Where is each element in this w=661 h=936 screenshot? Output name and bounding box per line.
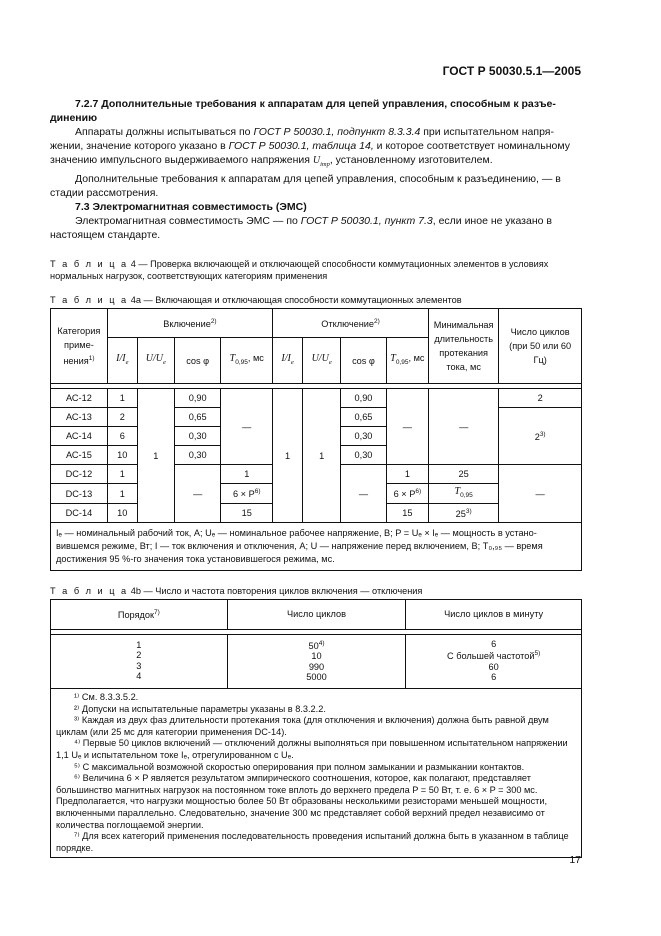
header-make-time: $T_{0,95}$, мс: [221, 338, 273, 384]
cell-cycles-dc: —: [499, 465, 582, 523]
cell-cycles-ac12: 2: [499, 389, 582, 408]
cell-make-time-ac: —: [221, 389, 273, 465]
cell-make-ii: 1: [107, 389, 137, 408]
cell-make-time: 15: [221, 503, 273, 522]
header-make-current-ratio: $I/I_e$: [107, 338, 137, 384]
header-cycle-rate: Число циклов в минуту: [406, 599, 582, 629]
cell-make-time: 1: [221, 465, 273, 484]
header-break-cos: cos φ: [341, 338, 386, 384]
table-4b-caption: Т а б л и ц а 4b — Число и частота повторения циклов включения — отключения: [50, 585, 423, 596]
table-4-caption: Т а б л и ц а 4 — Проверка включающей и отключающей способности коммутационных элементов в условиях нормальных нагрузок, соответствующих категориям применения: [50, 259, 549, 282]
page-number: 17: [569, 854, 581, 866]
footnote: ⁴⁾ Первые 50 циклов включений — отключений должны выполняться при повышенном испытательном напряжении 1,1 Uₑ и испытательном токе Iₑ, отрегулированном с Uₑ.: [56, 738, 568, 760]
cell-make-cos: 0,90: [174, 389, 220, 408]
cell-break-cos: 0,90: [341, 389, 386, 408]
cell-break-cos: 0,30: [341, 427, 386, 446]
footnote: ⁵⁾ С максимальной возможной скоростью оперирования при полном замыкании и размыкании контактов.: [74, 761, 525, 772]
cell-make-ii: 10: [107, 446, 137, 465]
symbol-u: U: [312, 155, 321, 166]
table-4a: [50, 308, 582, 571]
footnote: ⁷⁾ Для всех категорий применения последовательность проведения испытаний должна быть в указанном в таблице порядке.: [56, 831, 569, 853]
cell-make-uu: 1: [137, 389, 174, 523]
reference: ГОСТ Р 50030.1, таблица 14,: [228, 140, 374, 152]
cell-make-cos: 0,65: [174, 408, 220, 427]
cell-break-cos: 0,30: [341, 446, 386, 465]
header-break-current-ratio: $I/I_e$: [273, 338, 303, 384]
cell-min-duration: 25$^{3)}$: [429, 503, 499, 522]
section-7-2-7-paragraph-2: Дополнительные требования к аппаратам для цепей управления, способным к разъединению, — в стадии рассмотрения.: [50, 173, 561, 200]
table-footnotes: [51, 688, 582, 857]
cell-break-ii: 1: [273, 389, 303, 523]
header-category: Категория применения$^{1)}$: [51, 309, 108, 384]
cell-count-list: 50$^{4)}$ 10 990 5000: [227, 634, 406, 688]
cell-make-cos: 0,30: [174, 446, 220, 465]
cell-category: DС-13: [51, 484, 108, 504]
footnote: ⁶⁾ Величина 6 × P является результатом эмпирического соотношения, которое, как полагают, представляет большинство магнитных нагрузок на постоянном токе вплоть до верхнего предела P = 50 Вт, т. е. 6 × P = 300 мс. Предполагается, что нагрузки мощностью более 50 Вт образованы несколькими резисторами меньшей мощности, включенными параллельно. Следовательно, значение 300 мс представляет собой верхний предел независимо от количества поглощаемой энергии.: [56, 773, 548, 830]
document-id: ГОСТ Р 50030.5.1—2005: [442, 64, 581, 78]
page-content: [50, 97, 582, 858]
table-4a-caption: Т а б л и ц а 4а — Включающая и отключающая способности коммутационных элементов: [50, 295, 462, 306]
table-4a-note: Iₑ — номинальный рабочий ток, А; Uₑ — номинальное рабочее напряжение, В; P = Uₑ × Iₑ — мощность в установившемся режиме, Вт; I — ток включения и отключения, А; U — напряжение перед включением, В; T₀,₉₅ — время достижения 95 %-го значения тока установившегося режима, мс.: [51, 522, 582, 570]
cell-category: АС-12: [51, 389, 108, 408]
footnote: ²⁾ Допуски на испытательные параметры указаны в 8.3.2.2.: [74, 703, 326, 714]
cell-make-cos: 0,30: [174, 427, 220, 446]
cell-make-ii: 1: [107, 484, 137, 504]
cell-cycles-ac-rest: 2$^{3)}$: [499, 408, 582, 465]
cell-category: АС-15: [51, 446, 108, 465]
cell-category: АС-14: [51, 427, 108, 446]
cell-category: АС-13: [51, 408, 108, 427]
cell-break-uu: 1: [303, 389, 341, 523]
cell-rate-list: 6 С большей частотой$^{5)}$ 60 6: [406, 634, 582, 688]
cell-make-ii: 1: [107, 465, 137, 484]
header-min-duration: Минимальная длительность протекания тока, мс: [429, 309, 499, 384]
header-cycle-count: Число циклов: [227, 599, 406, 629]
cell-make-ii: 6: [107, 427, 137, 446]
section-7-2-7-title: 7.2.7 Дополнительные требования к аппаратам для цепей управления, способным к разъединению: [50, 98, 556, 124]
header-cycles: Число циклов (при 50 или 60 Гц): [499, 309, 582, 384]
section-7-3-title: 7.3 Электромагнитная совместимость (ЭМС): [75, 201, 307, 214]
footnote: ¹⁾ См. 8.3.3.5.2.: [74, 691, 139, 702]
cell-category: DС-14: [51, 503, 108, 522]
footnote: ³⁾ Каждая из двух фаз длительности протекания тока (для отключения и включения) должна быть равной двум циклам (или 25 мс для категории применения DC-14).: [56, 715, 549, 737]
cell-make-ii: 10: [107, 503, 137, 522]
table-4b: [50, 599, 582, 858]
cell-break-cos-dc: —: [341, 465, 386, 523]
section-7-3-paragraph-1: Электромагнитная совместимость ЭМС — по ГОСТ Р 50030.1, пункт 7.3, если иное не указано в настоящем стандарте.: [50, 215, 552, 242]
cell-break-time: 1: [386, 465, 428, 484]
cell-min-duration: 25: [429, 465, 499, 484]
header-break: Отключение$^{2)}$: [273, 309, 429, 338]
header-make-voltage-ratio: $U/U_e$: [137, 338, 174, 384]
cell-make-ii: 2: [107, 408, 137, 427]
cell-make-time: $6 \times P^{6)}$: [221, 484, 273, 504]
cell-break-time: $6 \times P^{6)}$: [386, 484, 428, 504]
cell-make-cos-dc: —: [174, 465, 220, 523]
cell-break-time-ac: —: [386, 389, 428, 465]
header-break-time: $T_{0,95}$, мс: [386, 338, 428, 384]
header-make-cos: cos φ: [174, 338, 220, 384]
section-7-2-7-paragraph-1: Аппараты должны испытываться по ГОСТ Р 50030.1, подпункт 8.3.3.4 при испытательном напряжении, значение которого указано в ГОСТ Р 50030.1, таблица 14, и которое соответствует номинальному значению импульсного выдерживаемого напряжения $U_{imp}$, установленному изготовителем.: [50, 126, 570, 169]
header-break-voltage-ratio: $U/U_e$: [303, 338, 341, 384]
cell-min-duration-ac: —: [429, 389, 499, 465]
reference: ГОСТ Р 50030.1, пункт 7.3: [300, 215, 433, 228]
cell-break-time: 15: [386, 503, 428, 522]
header-order: Порядок$^{7)}$: [51, 599, 228, 629]
reference: ГОСТ Р 50030.1, подпункт 8.3.3.4: [253, 126, 421, 138]
cell-break-cos: 0,65: [341, 408, 386, 427]
cell-order-list: 1 2 3 4: [51, 634, 228, 688]
symbol-subscript: imp: [320, 161, 330, 169]
cell-category: DС-12: [51, 465, 108, 484]
header-make: Включение$^{2)}$: [107, 309, 272, 338]
cell-min-duration: $T_{0,95}$: [429, 484, 499, 504]
